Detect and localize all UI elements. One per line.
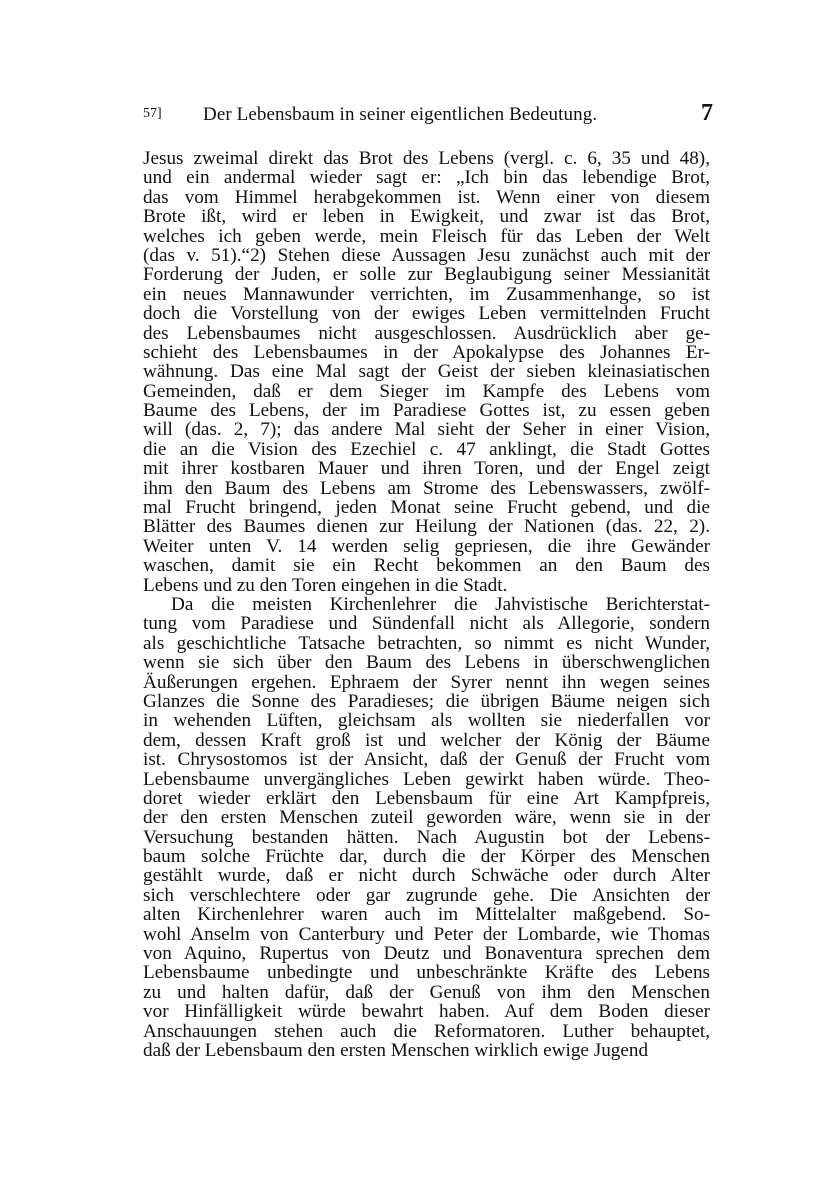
text-line: sich verschlechtere oder gar zugrunde gehe. Die Ansichten der <box>143 884 710 906</box>
text-line: gestählt wurde, daß er nicht durch Schwäche oder durch Alter <box>143 865 710 887</box>
text-line: welches ich geben werde, mein Fleisch für das Leben der Welt <box>143 225 710 247</box>
running-header <box>143 100 713 132</box>
text-line: Baume des Lebens, der im Paradiese Gottes ist, zu essen geben <box>143 400 710 422</box>
body-text <box>143 149 710 1060</box>
text-line: dem, dessen Kraft groß ist und welcher der König der Bäume <box>143 729 710 751</box>
text-line: Versuchung bestanden hätten. Nach Augustin bot der Lebens- <box>143 826 710 848</box>
text-line: Äußerungen ergehen. Ephraem der Syrer nennt ihn wegen seines <box>143 671 710 693</box>
text-line: doret wieder erklärt den Lebensbaum für eine Art Kampfpreis, <box>143 787 710 809</box>
text-line: Anschauungen stehen auch die Reformatoren. Luther behauptet, <box>143 1020 710 1042</box>
text-line: tung vom Paradiese und Sündenfall nicht als Allegorie, sondern <box>143 613 710 635</box>
text-line: Blätter des Baumes dienen zur Heilung der Nationen (das. 22, 2). <box>143 516 710 538</box>
text-line: doch die Vorstellung von der ewiges Leben vermittelnden Frucht <box>143 303 710 325</box>
text-line: ein neues Mannawunder verrichten, im Zusammenhange, so ist <box>143 283 710 305</box>
text-line: Glanzes die Sonne des Paradieses; die übrigen Bäume neigen sich <box>143 690 710 712</box>
text-line: Jesus zweimal direkt das Brot des Lebens (vergl. c. 6, 35 und 48), <box>143 148 710 169</box>
text-line: Lebensbaume unvergängliches Leben gewirkt haben würde. Theo- <box>143 768 710 790</box>
text-line: in wehenden Lüften, gleichsam als wollten sie niederfallen vor <box>143 710 710 732</box>
text-line: ist. Chrysostomos ist der Ansicht, daß der Genuß der Frucht vom <box>143 749 710 771</box>
text-line: will (das. 2, 7); das andere Mal sieht der Seher in einer Vision, <box>143 419 710 441</box>
text-line: die an die Vision des Ezechiel c. 47 anklingt, die Stadt Gottes <box>143 438 710 460</box>
text-line: als geschichtliche Tatsache betrachten, so nimmt es nicht Wunder, <box>143 632 710 654</box>
text-line: wenn sie sich über den Baum des Lebens in überschwenglichen <box>143 652 710 674</box>
text-line: mit ihrer kostbaren Mauer und ihren Toren, und der Engel zeigt <box>143 458 710 480</box>
text-line: Da die meisten Kirchenlehrer die Jahvistische Berichterstat- <box>171 593 710 615</box>
text-line: zu und halten dafür, daß der Genuß von ihm den Menschen <box>143 981 710 1003</box>
text-line: wohl Anselm von Canterbury und Peter der Lombarde, wie Thomas <box>143 923 710 945</box>
page-number: 7 <box>701 100 713 126</box>
original-page-marker: 57] <box>143 106 162 121</box>
running-title: Der Lebensbaum in seiner eigentlichen Bedeutung. <box>203 104 598 125</box>
text-line: das vom Himmel herabgekommen ist. Wenn einer von diesem <box>143 186 710 208</box>
text-line: Weiter unten V. 14 werden selig gepriesen, die ihre Gewänder <box>143 535 710 557</box>
text-line: Lebens und zu den Toren eingehen in die Stadt. <box>143 574 508 596</box>
text-line: waschen, damit sie ein Recht bekommen an den Baum des <box>143 555 710 577</box>
text-line: daß der Lebensbaum den ersten Menschen wirklich ewige Jugend <box>143 1039 649 1061</box>
text-line: mal Frucht bringend, jeden Monat seine Frucht gebend, und die <box>143 497 710 519</box>
text-line: vor Hinfälligkeit würde bewahrt haben. Auf dem Boden dieser <box>143 1001 710 1023</box>
text-line: des Lebensbaumes nicht ausgeschlossen. Ausdrücklich aber ge- <box>143 322 710 344</box>
text-line: Forderung der Juden, er solle zur Beglaubigung seiner Messianität <box>143 264 710 286</box>
text-line: Brote ißt, wird er leben in Ewigkeit, und zwar ist das Brot, <box>143 206 710 228</box>
text-line: und ein andermal wieder sagt er: „Ich bin das lebendige Brot, <box>143 167 710 189</box>
text-line: (das v. 51).“2) Stehen diese Aussagen Jesu zunächst auch mit der <box>143 244 710 266</box>
text-line: baum solche Früchte dar, durch die der Körper des Menschen <box>143 846 710 868</box>
text-line: ihm den Baum des Lebens am Strome des Lebenswassers, zwölf- <box>143 477 710 499</box>
text-line: Lebensbaume unbedingte und unbeschränkte Kräfte des Lebens <box>143 962 710 984</box>
text-line: Gemeinden, daß er dem Sieger im Kampfe des Lebens vom <box>143 380 710 402</box>
text-line: alten Kirchenlehrer waren auch im Mittelalter maßgebend. So- <box>143 904 710 926</box>
text-line: von Aquino, Rupertus von Deutz und Bonaventura sprechen dem <box>143 943 710 965</box>
text-line: wähnung. Das eine Mal sagt der Geist der sieben kleinasiatischen <box>143 361 710 383</box>
text-line: schieht des Lebensbaumes in der Apokalypse des Johannes Er- <box>143 341 710 363</box>
text-line: der den ersten Menschen zuteil geworden wäre, wenn sie in der <box>143 807 710 829</box>
